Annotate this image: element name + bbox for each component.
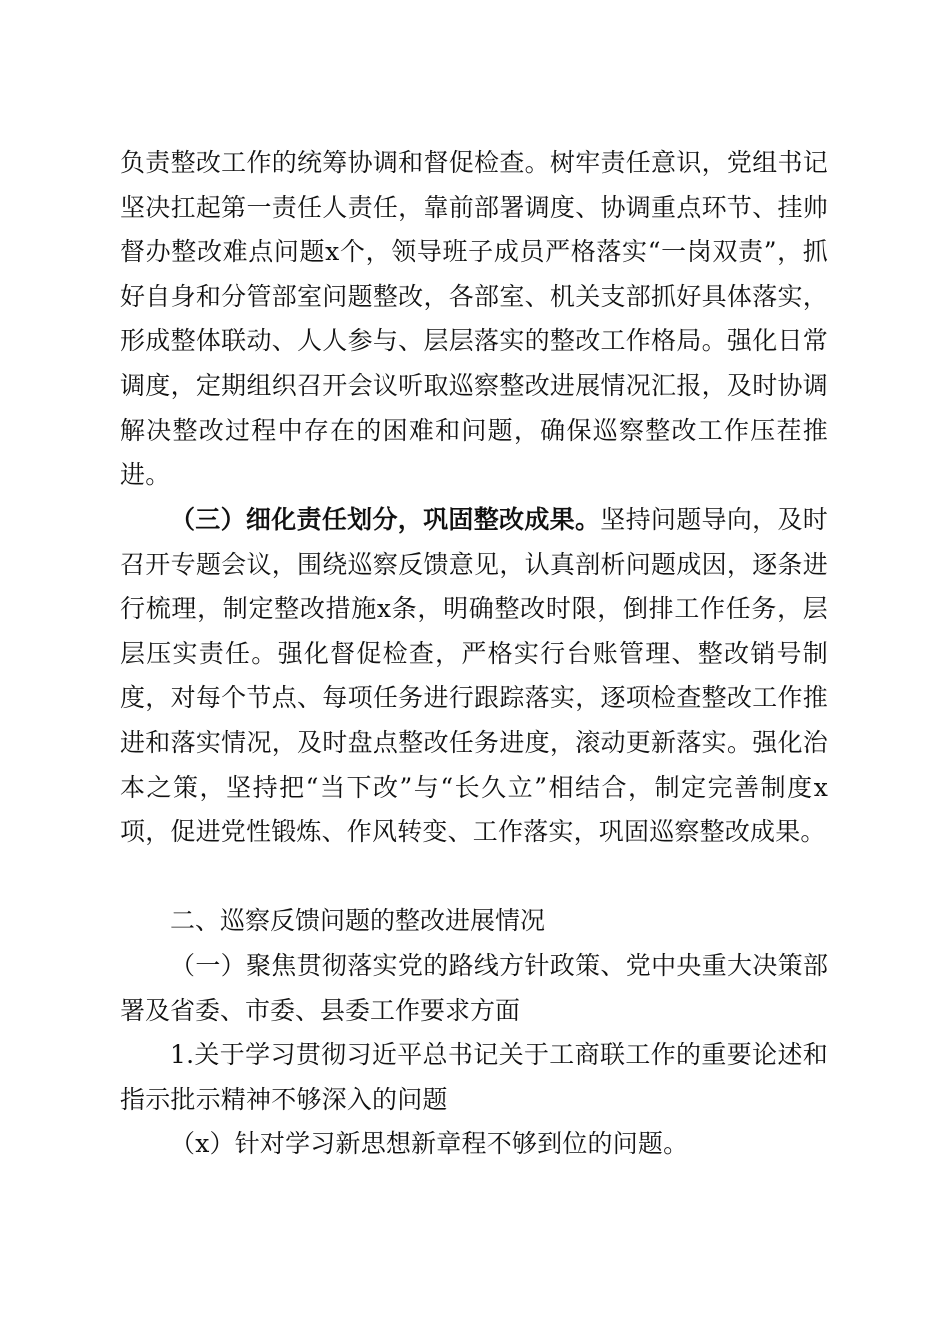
section-three-body: 坚持问题导向，及时召开专题会议，围绕巡察反馈意见，认真剖析问题成因，逐条进行梳理，制定整改措施x条，明确整改时限，倒排工作任务，层层压实责任。强化督促检查，严格实行台账管理、整改销号制度，对每个节点、每项任务进行跟踪落实，逐项检查整改工作推进和落实情况，及时盘点整改任务进度，滚动更新落实。强化治本之策，坚持把“当下改”与“长久立”相结合，制定完善制度x项，促进党性锻炼、作风转变、工作落实，巩固巡察整改成果。	[120, 505, 828, 847]
paragraph-coordination: 负责整改工作的统筹协调和督促检查。树牢责任意识，党组书记坚决扛起第一责任人责任，靠前部署调度、协调重点环节、挂帅督办整改难点问题x个，领导班子成员严格落实“一岗双责”，抓好自身和分管部室问题整改，各部室、机关支部抓好具体落实，形成整体联动、人人参与、层层落实的整改工作格局。强化日常调度，定期组织召开会议听取巡察整改进展情况汇报，及时协调解决整改过程中存在的困难和问题，确保巡察整改工作压茬推进。	[120, 148, 828, 490]
item-study-guidance: 1.关于学习贯彻习近平总书记关于工商联工作的重要论述和指示批示精神不够深入的问题	[120, 1040, 828, 1114]
subheading-party-line: （一）聚焦贯彻落实党的路线方针政策、党中央重大决策部署及省委、市委、县委工作要求方面	[120, 951, 828, 1025]
heading-rectification-progress: 二、巡察反馈问题的整改进展情况	[170, 906, 546, 935]
paragraph-section-three	[120, 498, 828, 855]
section-three-lead: （三）细化责任划分，巩固整改成果。	[170, 505, 601, 534]
item-sub-new-thought: （x）针对学习新思想新章程不够到位的问题。	[170, 1129, 689, 1158]
